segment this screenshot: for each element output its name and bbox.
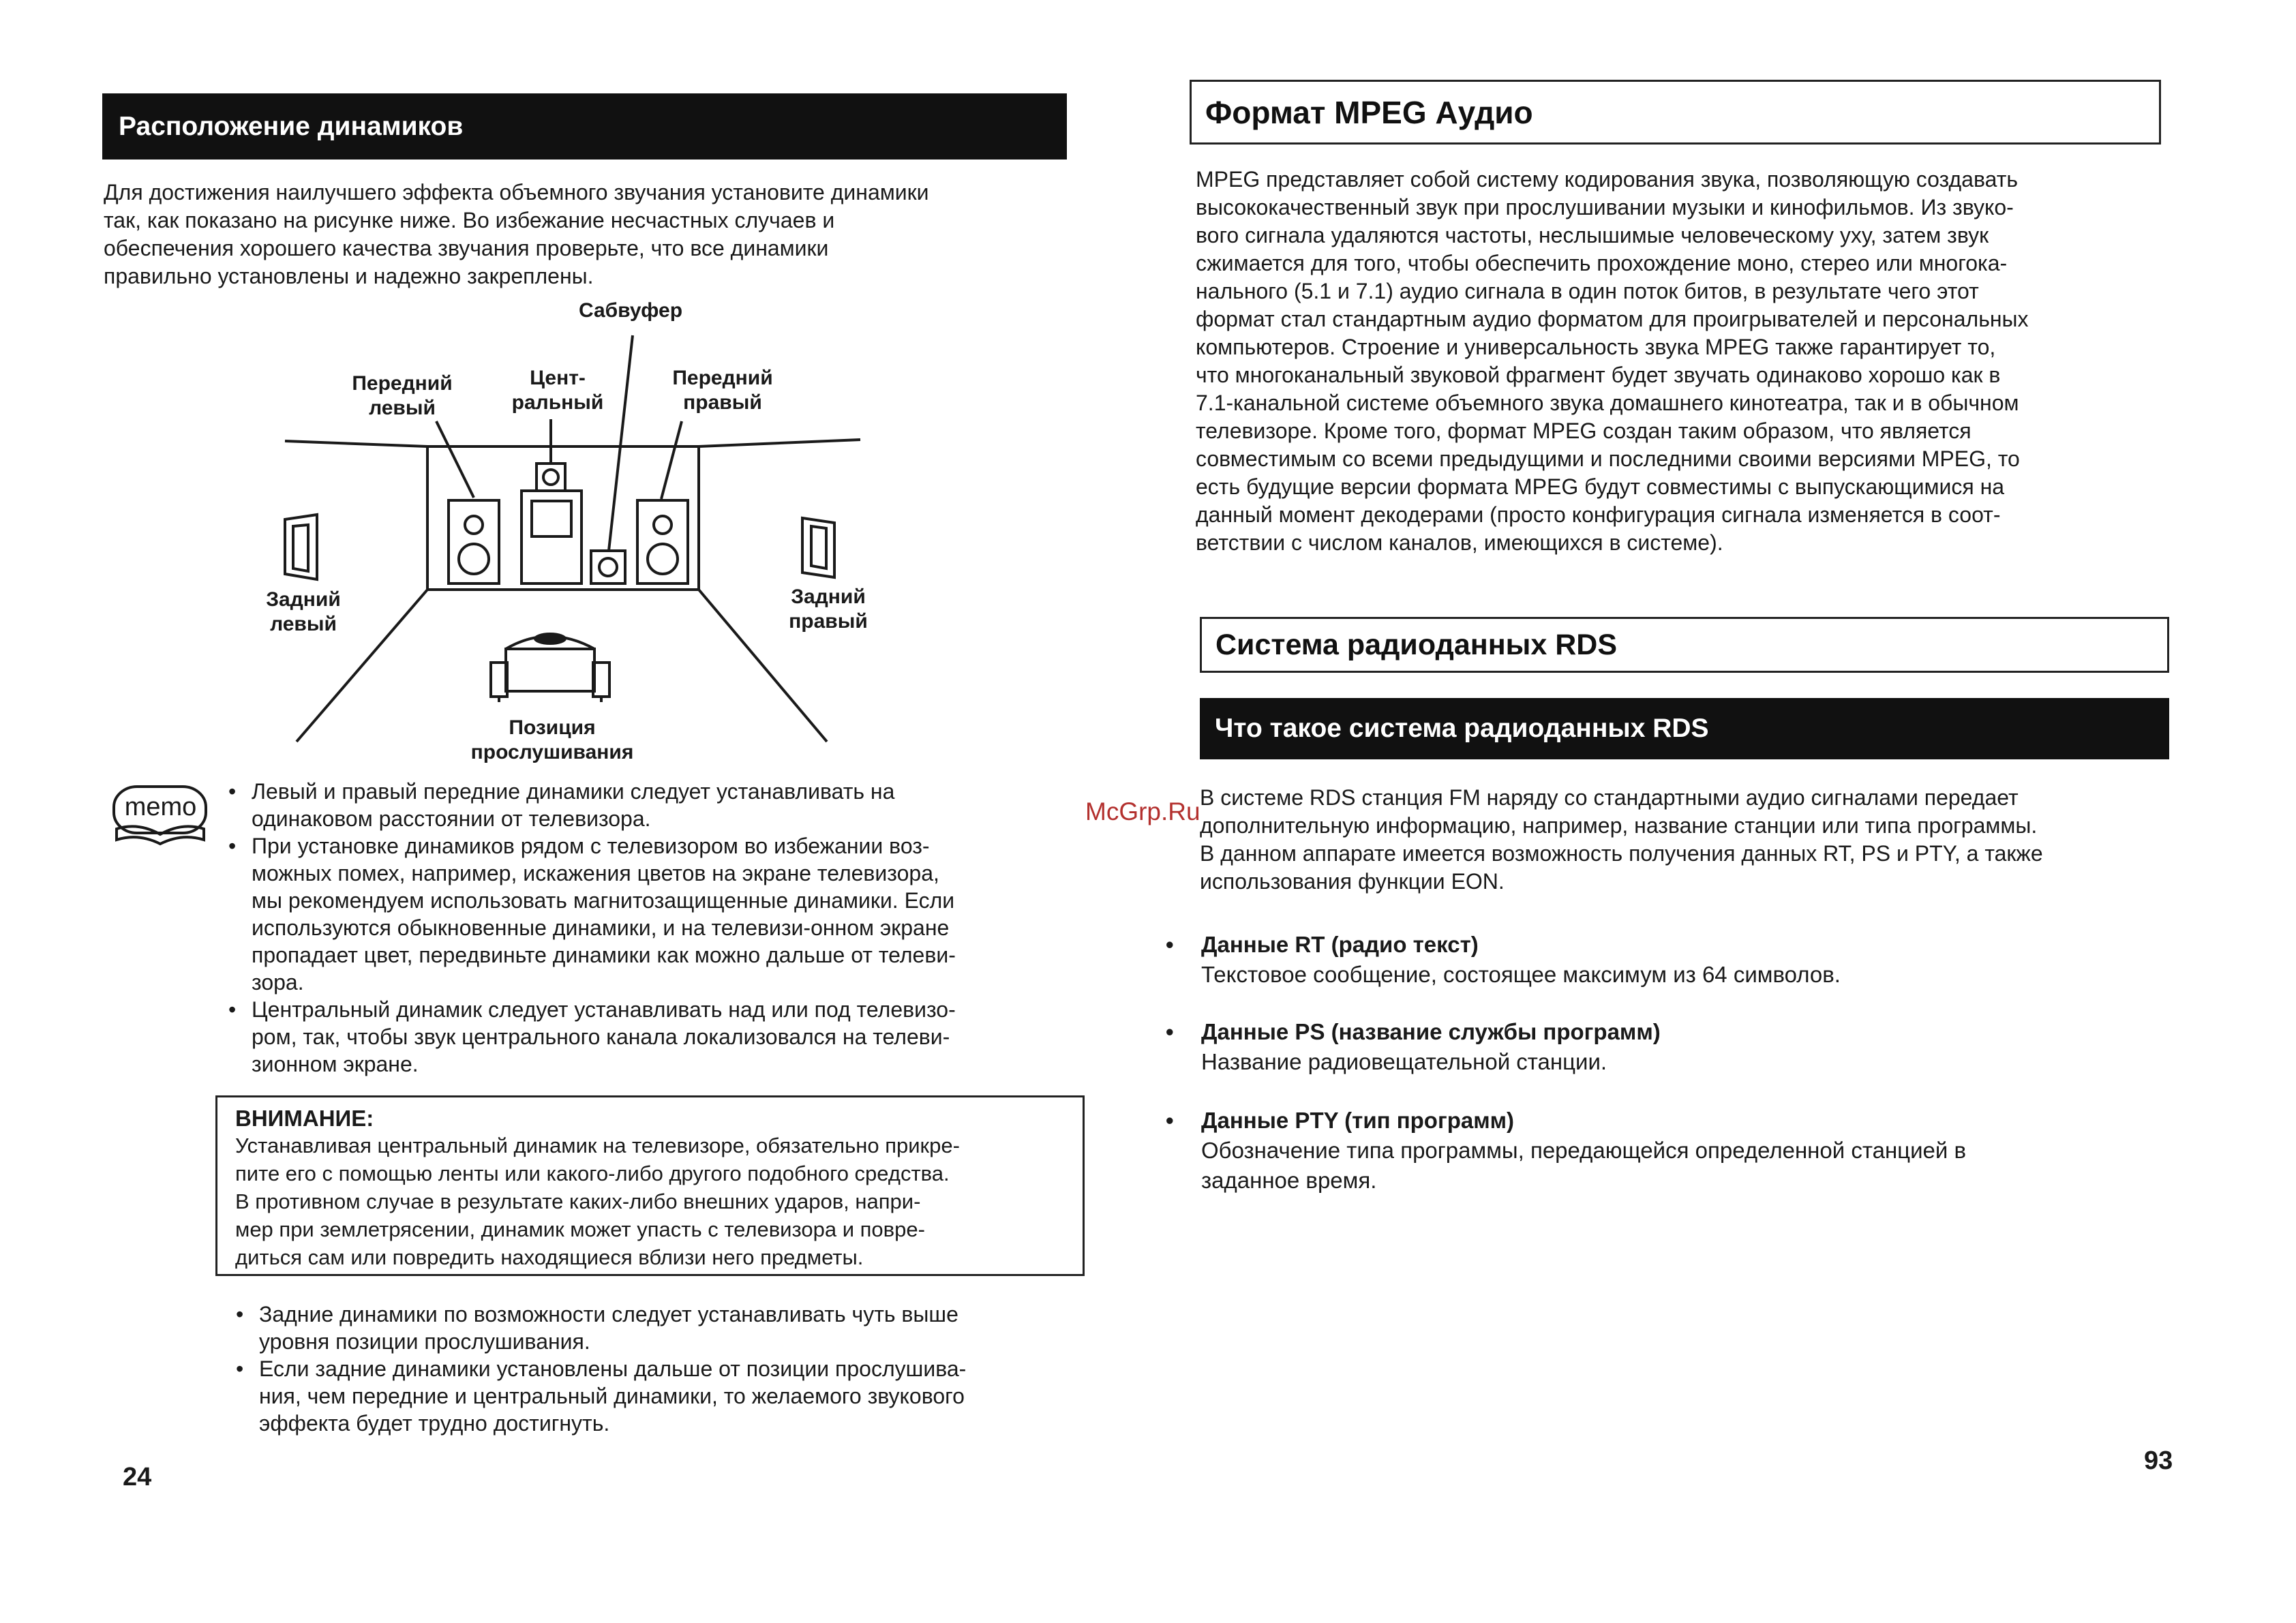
intro-line: правильно установлены и надежно закреплены. xyxy=(104,264,594,288)
section-heading-mpeg xyxy=(1190,80,2161,145)
rds-line: использования функции EON. xyxy=(1200,869,1505,894)
mpeg-line: нального (5.1 и 7.1) аудио сигнала в один поток битов, в результате чего этот xyxy=(1196,279,1979,303)
mpeg-line: MPEG представляет собой систему кодирования звука, позволяющую создавать xyxy=(1196,167,2019,192)
ceiling-line-left xyxy=(285,441,427,446)
rds-line: В системе RDS станция FM наряду со стандартными аудио сигналами передает xyxy=(1200,785,2019,810)
rds-item-title: Данные PS (название службы программ) xyxy=(1201,1019,1661,1044)
mpeg-line: высококачественный звук при прослушивании музыки и кинофильмов. Из звуко- xyxy=(1196,195,2014,219)
list-item: • Задние динамики по возможности следует устанавливать чуть выше уровня позиции прослушивания. xyxy=(235,1301,1093,1355)
intro-line: обеспечения хорошего качества звучания проверьте, что все динамики xyxy=(104,236,829,260)
mpeg-line: ветствии с числом каналов, имеющихся в системе). xyxy=(1196,530,1723,555)
label-subwoofer: Сабвуфер xyxy=(578,299,683,322)
intro-line: Для достижения наилучшего эффекта объемного звучания установите динамики xyxy=(104,180,929,204)
section-heading-rds xyxy=(1200,617,2169,673)
rds-item-rt xyxy=(1166,930,1841,990)
mpeg-line: совместимым со всеми предыдущими и последними своими версиями MPEG, то xyxy=(1196,446,2020,471)
label-listening-position: Позиция прослушивания xyxy=(470,716,634,763)
bullet-icon: • xyxy=(1166,1019,1174,1044)
label-center: Цент- ральный xyxy=(511,367,604,414)
section-heading-text: Система радиоданных RDS xyxy=(1215,628,1618,661)
mpeg-line: 7.1-канальной системе объемного звука домашнего кинотеатра, так и в обычном xyxy=(1196,391,2019,415)
label-rear-right: Задний правый xyxy=(789,586,868,633)
mpeg-line: формат стал стандартным аудио форматом для проигрывателей и персональных xyxy=(1196,307,2029,331)
ceiling-line-right xyxy=(699,440,860,446)
warning-line: пите его с помощью ленты или какого-либо другого подобного средства. xyxy=(235,1162,950,1185)
rds-line: дополнительную информацию, например, название станции или типа программы. xyxy=(1200,813,2038,838)
mpeg-line: телевизоре. Кроме того, формат MPEG создан таким образом, что является xyxy=(1196,419,1972,443)
pointer-front-right xyxy=(661,421,682,499)
mpeg-line: сжимается для того, чтобы обеспечить прохождение моно, стерео или многока- xyxy=(1196,251,2008,275)
listener-head-icon xyxy=(534,633,567,645)
memo-bullet-list xyxy=(227,778,1086,1078)
mpeg-line: что многоканальный звуковой фрагмент будет звучать одинаково хорошо как в xyxy=(1196,363,2001,387)
intro-line: так, как показано на рисунке ниже. Во избежание несчастных случаев и xyxy=(104,208,835,232)
mpeg-line: компьютеров. Строение и универсальность звука MPEG также гарантирует то, xyxy=(1196,335,1996,359)
warning-line: Устанавливая центральный динамик на телевизоре, обязательно прикре- xyxy=(235,1134,960,1157)
section-heading-text: Формат MPEG Аудио xyxy=(1205,94,1533,130)
sub-heading-text: Что такое система радиоданных RDS xyxy=(1215,714,1709,743)
watermark: McGrp.Ru xyxy=(1085,798,1200,825)
rds-paragraph xyxy=(1200,784,2188,896)
page-number-left: 24 xyxy=(123,1463,152,1491)
mpeg-line: вого сигнала удаляются частоты, неслышимые человеческому уху, затем звук xyxy=(1196,223,1989,247)
list-item: • Левый и правый передние динамики следует устанавливать на одинаковом расстоянии от телевизора. xyxy=(227,778,1086,832)
rds-item-desc: Название радиовещательной станции. xyxy=(1201,1049,1607,1074)
front-right-speaker-icon xyxy=(637,500,688,583)
memo-label: memo xyxy=(124,793,197,821)
rds-item-title: Данные RT (радио текст) xyxy=(1201,932,1479,957)
front-left-speaker-icon xyxy=(449,500,499,583)
sub-heading-what-is-rds xyxy=(1200,698,2169,759)
warning-title: ВНИМАНИЕ: xyxy=(235,1106,374,1131)
mpeg-line: есть будущие версии формата MPEG будут совместимы с выпускающимися на xyxy=(1196,474,2005,499)
label-front-right: Передний правый xyxy=(672,367,773,414)
warning-line: В противном случае в результате каких-либо внешних ударов, напри- xyxy=(235,1189,921,1213)
rds-item-title: Данные PTY (тип программ) xyxy=(1201,1108,1515,1133)
warning-line: диться сам или повредить находящиеся вблизи него предметы. xyxy=(235,1245,864,1269)
center-speaker-tv-icon xyxy=(522,464,581,583)
warning-line: мер при землетрясении, динамик может упасть с телевизора и повре- xyxy=(235,1217,925,1241)
list-item: • Центральный динамик следует устанавливать над или под телевизо- ром, так, чтобы звук центрального канала локализовался на телеви- зионном экране. xyxy=(227,996,1086,1078)
rear-left-speaker-icon xyxy=(285,515,317,579)
rds-line: В данном аппарате имеется возможность получения данных RT, PS и PTY, а также xyxy=(1200,841,2043,866)
subwoofer-icon xyxy=(591,551,625,583)
pointer-front-left xyxy=(436,421,474,498)
rds-item-desc: Текстовое сообщение, состоящее максимум из 64 символов. xyxy=(1201,962,1841,987)
label-rear-left: Задний левый xyxy=(266,588,341,635)
mpeg-paragraph xyxy=(1196,166,2191,557)
bullet-icon: • xyxy=(1166,932,1174,957)
page-number-right: 93 xyxy=(2144,1446,2173,1475)
bullet-icon: • xyxy=(1166,1108,1174,1133)
list-item: • Если задние динамики установлены дальше от позиции прослушива- ния, чем передние и центральный динамики, то желаемого звукового эффекта будет трудно достигнуть. xyxy=(235,1355,1093,1437)
label-front-left: Передний левый xyxy=(352,372,453,419)
rds-item-desc: заданное время. xyxy=(1201,1168,1377,1193)
rear-speaker-bullet-list xyxy=(235,1301,1093,1437)
mpeg-line: данный момент декодерами (просто конфигурация сигнала изменяется в соот- xyxy=(1196,502,2001,527)
rds-item-desc: Обозначение типа программы, передающейся определенной станцией в xyxy=(1201,1138,1966,1163)
listening-position-sofa-icon xyxy=(491,637,609,703)
rds-item-ps xyxy=(1166,1017,1661,1077)
section-heading-text: Расположение динамиков xyxy=(119,111,464,141)
memo-icon xyxy=(111,784,210,847)
list-item: • При установке динамиков рядом с телевизором во избежании воз- можных помех, например, искажения цветов на экране телевизора, мы рекомендуем использовать магнитозащищенные динамики. Если используются обыкновенные динамики, и на телевизи-онном экране пропадает цвет, передвиньте динамики как можно дальше от телеви- зора. xyxy=(227,832,1086,996)
warning-box xyxy=(215,1095,1085,1276)
rear-right-speaker-icon xyxy=(802,518,834,577)
rds-item-pty xyxy=(1166,1106,1966,1196)
